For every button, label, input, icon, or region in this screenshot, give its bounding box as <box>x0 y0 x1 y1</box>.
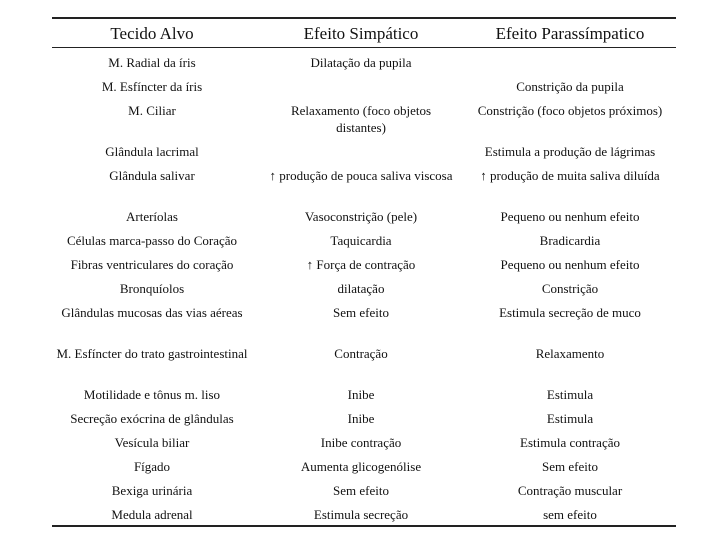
cell-tissue: Bronquíolos <box>119 281 185 296</box>
cell-parasympathetic: Estimula contração <box>520 435 620 450</box>
cell-sympathetic: Relaxamento (foco objetos distantes) <box>290 103 432 135</box>
cell-parasympathetic: Sem efeito <box>542 459 598 474</box>
cell-parasympathetic: Estimula <box>546 411 594 426</box>
table-header-rule <box>52 47 676 48</box>
cell-sympathetic: Inibe <box>347 411 375 426</box>
cell-sympathetic: Estimula secreção <box>313 507 409 522</box>
cell-tissue: Fibras ventriculares do coração <box>70 257 234 272</box>
cell-sympathetic: ↑ produção de pouca saliva viscosa <box>269 168 453 183</box>
cell-tissue: Células marca-passo do Coração <box>66 233 238 248</box>
cell-parasympathetic: Constrição <box>541 281 599 296</box>
cell-tissue: Arteríolas <box>126 209 178 224</box>
cell-sympathetic: Taquicardia <box>330 233 392 248</box>
cell-tissue: Fígado <box>133 459 171 474</box>
cell-tissue: M. Radial da íris <box>108 55 196 70</box>
cell-tissue: Secreção exócrina de glândulas <box>70 411 234 426</box>
table-top-rule <box>52 17 676 19</box>
cell-parasympathetic: sem efeito <box>543 507 597 522</box>
cell-tissue: Glândula salivar <box>109 168 195 183</box>
cell-parasympathetic: Estimula <box>546 387 594 402</box>
cell-tissue: M. Ciliar <box>128 103 176 118</box>
table-bottom-rule <box>52 525 676 527</box>
cell-parasympathetic: Pequeno ou nenhum efeito <box>500 257 640 272</box>
cell-parasympathetic: Pequeno ou nenhum efeito <box>500 209 640 224</box>
cell-sympathetic: Dilatação da pupila <box>310 55 412 70</box>
cell-tissue: Glândulas mucosas das vias aéreas <box>61 305 243 320</box>
cell-sympathetic: ↑ Força de contração <box>306 257 416 272</box>
cell-parasympathetic: Constrição (foco objetos próximos) <box>477 103 663 118</box>
cell-tissue: Motilidade e tônus m. liso <box>83 387 221 402</box>
cell-parasympathetic: Estimula a produção de lágrimas <box>484 144 656 159</box>
cell-parasympathetic: ↑ produção de muita saliva diluída <box>480 168 660 183</box>
cell-tissue: Bexiga urinária <box>111 483 193 498</box>
header-efeito-simpatico: Efeito Simpático <box>303 24 419 43</box>
cell-sympathetic: Sem efeito <box>333 305 389 320</box>
cell-sympathetic: Vasoconstrição (pele) <box>304 209 418 224</box>
cell-parasympathetic: Estimula secreção de muco <box>499 305 641 320</box>
cell-tissue: M. Esfíncter do trato gastrointestinal <box>56 346 248 361</box>
cell-tissue: Glândula lacrimal <box>105 144 199 159</box>
cell-sympathetic: Contração <box>334 346 388 361</box>
cell-tissue: Vesícula biliar <box>114 435 190 450</box>
header-tecido-alvo: Tecido Alvo <box>110 24 194 43</box>
cell-parasympathetic: Constrição da pupila <box>516 79 624 94</box>
cell-tissue: Medula adrenal <box>111 507 193 522</box>
cell-sympathetic: dilatação <box>337 281 385 296</box>
cell-tissue: M. Esfíncter da íris <box>101 79 203 94</box>
cell-sympathetic: Inibe <box>347 387 375 402</box>
cell-sympathetic: Sem efeito <box>333 483 389 498</box>
header-efeito-parassimpatico: Efeito Parassímpatico <box>495 24 645 43</box>
cell-parasympathetic: Relaxamento <box>535 346 605 361</box>
cell-parasympathetic: Contração muscular <box>517 483 623 498</box>
cell-sympathetic: Inibe contração <box>320 435 402 450</box>
cell-parasympathetic: Bradicardia <box>539 233 601 248</box>
cell-sympathetic: Aumenta glicogenólise <box>300 459 422 474</box>
